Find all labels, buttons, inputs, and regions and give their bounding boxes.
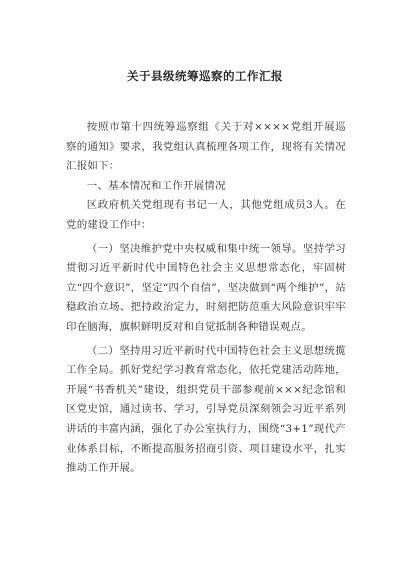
item-two-paragraph: （二）坚持用习近平新时代中国特色社会主义思想统揽工作全局。抓好党纪学习教育常态化，依托党建活动阵地，开展“书香机关”建设，组织党员干部参观前×××纪念馆和区党史馆，通过读书、学习，引导党员深刻领会习近平系列讲话的丰富内涵，强化了办公室执行力，围绕“3+1”现代产业体系目标，不断提高服务招商引资、项目建设水平，扎实推动工作开展。 xyxy=(66,344,346,475)
party-group-paragraph: 区政府机关党组现有书记一人，其他党组成员3人。在党的建设工作中： xyxy=(66,199,346,231)
document-body xyxy=(66,118,346,479)
section-heading-basic-situation: 一、基本情况和工作开展情况 xyxy=(86,179,226,192)
intro-paragraph: 按照市第十四统筹巡察组《关于对××××党组开展巡察的通知》要求，我党组认真梳理各项工作，现将有关情况汇报如下： xyxy=(66,121,346,173)
document-title: 关于县级统筹巡察的工作汇报 xyxy=(127,69,283,83)
item-one-paragraph: （一）坚决维护党中央权威和集中统一领导。坚持学习贯彻习近平新时代中国特色社会主义思想常态化，牢固树立“四个意识”，坚定“四个自信”，坚决做到“两个维护”，站稳政治立场、把持政治定力，时刻把防范重大风险意识牢牢印在脑海，旗帜鲜明反对和自觉抵制各种错误观点。 xyxy=(66,242,346,333)
